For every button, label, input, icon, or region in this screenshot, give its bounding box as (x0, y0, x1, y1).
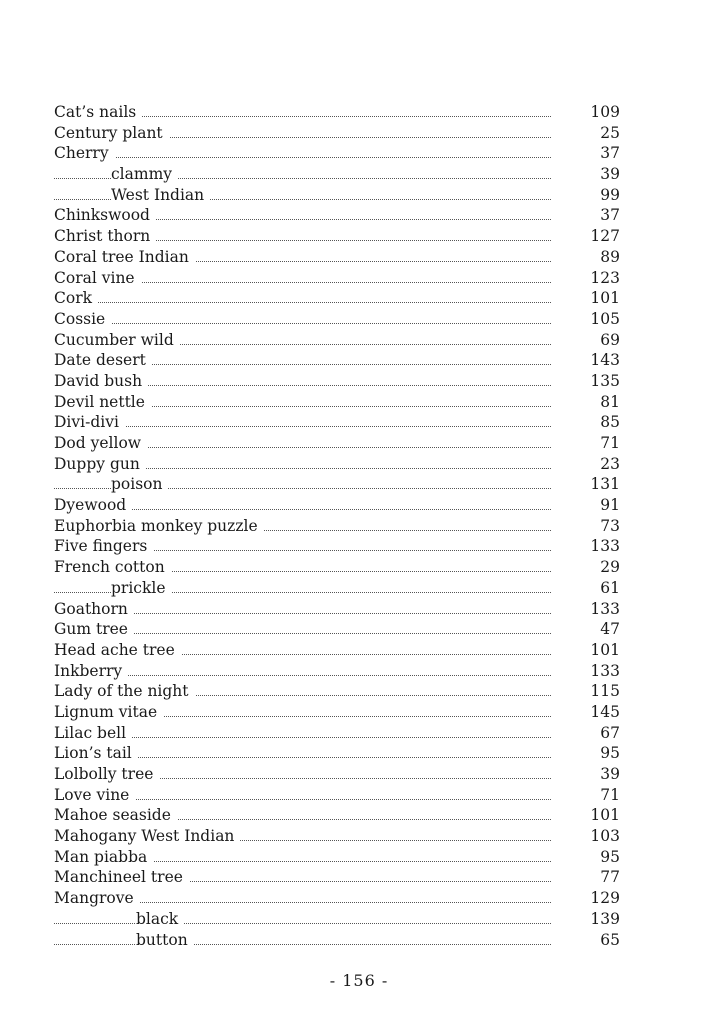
entry-term: Lolbolly tree (54, 764, 159, 785)
entry-page-number: 143 (590, 351, 620, 370)
entry-term: Cherry (54, 143, 115, 164)
entry-page-number: 65 (600, 930, 620, 949)
entry-page-number: 109 (590, 103, 620, 121)
entry-term: Mahogany West Indian (54, 826, 240, 847)
entry-term: Man piabba (54, 847, 153, 868)
entry-page-number: 101 (590, 289, 620, 308)
entry-page-number: 71 (600, 434, 620, 452)
index-entry (54, 392, 620, 413)
index-entry (54, 102, 620, 123)
entry-page-number: 91 (600, 496, 620, 515)
entry-page-number: 103 (590, 827, 620, 846)
index-entry (54, 619, 620, 640)
entry-page-number: 139 (590, 909, 620, 928)
index-entry (54, 495, 620, 516)
entry-page-number: 71 (600, 785, 620, 804)
entry-page-number: 127 (590, 227, 620, 246)
entry-term: Chinkswood (54, 205, 156, 226)
entry-page-number: 85 (600, 413, 620, 432)
entry-page-number: 23 (600, 454, 620, 473)
index-entry (54, 867, 620, 888)
index-entry (54, 536, 620, 557)
entry-term: Cossie (54, 309, 111, 330)
entry-page-number: 95 (600, 744, 620, 763)
entry-term: Christ thorn (54, 226, 156, 247)
entry-page-number: 145 (590, 702, 620, 721)
dot-leader (54, 923, 551, 924)
entry-page-number: 47 (600, 620, 620, 639)
entry-term: Century plant (54, 123, 169, 144)
index-entry (54, 557, 620, 578)
entry-page-number: 73 (600, 516, 620, 535)
entry-term: Lady of the night (54, 681, 195, 702)
dot-leader (54, 157, 551, 158)
entry-page-number: 123 (590, 268, 620, 287)
dot-leader (54, 944, 551, 945)
entry-term: Euphorbia monkey puzzle (54, 516, 264, 537)
entry-term: clammy (111, 164, 178, 185)
entry-term: Duppy gun (54, 454, 146, 475)
index-entry (54, 640, 620, 661)
index-entry (54, 268, 620, 289)
entry-term: West Indian (111, 185, 210, 206)
index-entry (54, 371, 620, 392)
entry-page-number: 37 (600, 144, 620, 163)
entry-page-number: 129 (590, 889, 620, 908)
entry-term: Dyewood (54, 495, 132, 516)
dot-leader (54, 675, 551, 676)
entry-term: Coral tree Indian (54, 247, 195, 268)
entry-term: Five fingers (54, 536, 153, 557)
entry-page-number: 95 (600, 847, 620, 866)
entry-page-number: 77 (600, 868, 620, 887)
entry-term: Lignum vitae (54, 702, 163, 723)
dot-leader (54, 426, 551, 427)
entry-term: Head ache tree (54, 640, 181, 661)
entry-term: Mahoe seaside (54, 805, 177, 826)
entry-term: poison (111, 474, 168, 495)
index-entry (54, 433, 620, 454)
index-entry (54, 681, 620, 702)
entry-term: Mangrove (54, 888, 140, 909)
entry-page-number: 133 (590, 599, 620, 618)
entry-page-number: 37 (600, 206, 620, 225)
entry-term: Dod yellow (54, 433, 147, 454)
entry-term: Date desert (54, 350, 152, 371)
entry-term: Lion’s tail (54, 743, 138, 764)
entry-page-number: 89 (600, 247, 620, 266)
index-entry (54, 847, 620, 868)
entry-page-number: 101 (590, 640, 620, 659)
index-entry (54, 123, 620, 144)
index-entry (54, 743, 620, 764)
index-entry (54, 723, 620, 744)
entry-page-number: 25 (600, 123, 620, 142)
index-entry (54, 226, 620, 247)
entry-page-number: 29 (600, 558, 620, 577)
index-entry (54, 661, 620, 682)
index-entry (54, 516, 620, 537)
index-entry (54, 909, 620, 930)
page-number: - 156 - (329, 971, 389, 990)
entry-page-number: 61 (600, 578, 620, 597)
entry-term: prickle (111, 578, 172, 599)
index-entry (54, 764, 620, 785)
index-entry (54, 247, 620, 268)
index-entry (54, 702, 620, 723)
index-entry (54, 805, 620, 826)
entry-term: Manchineel tree (54, 867, 189, 888)
entry-page-number: 135 (590, 371, 620, 390)
entry-term: button (136, 930, 194, 951)
entry-term: Cork (54, 288, 98, 309)
entry-term: David bush (54, 371, 148, 392)
index-entry (54, 826, 620, 847)
dot-leader (54, 302, 551, 303)
entry-page-number: 133 (590, 537, 620, 556)
entry-page-number: 101 (590, 806, 620, 825)
entry-term: Devil nettle (54, 392, 151, 413)
index-entry (54, 143, 620, 164)
index-entry (54, 185, 620, 206)
entry-page-number: 133 (590, 661, 620, 680)
entry-term: Lilac bell (54, 723, 132, 744)
dot-leader (54, 323, 551, 324)
index-entry (54, 454, 620, 475)
index-entry (54, 888, 620, 909)
index-entry (54, 474, 620, 495)
entry-page-number: 39 (600, 765, 620, 783)
entry-page-number: 67 (600, 723, 620, 742)
index-entry (54, 288, 620, 309)
entry-term: Goathorn (54, 599, 134, 620)
entry-term: Cucumber wild (54, 330, 180, 351)
entry-term: Inkberry (54, 661, 128, 682)
entry-page-number: 115 (590, 682, 620, 701)
entry-term: Love vine (54, 785, 135, 806)
index-entry (54, 785, 620, 806)
entry-page-number: 39 (600, 165, 620, 184)
entry-term: Divi-divi (54, 412, 125, 433)
entry-term: black (136, 909, 184, 930)
entry-page-number: 99 (600, 185, 620, 204)
entry-page-number: 81 (600, 392, 620, 411)
entry-page-number: 69 (600, 330, 620, 349)
index-entry (54, 309, 620, 330)
index-entry (54, 164, 620, 185)
entry-term: Cat’s nails (54, 102, 142, 123)
entry-term: Coral vine (54, 268, 141, 289)
index-entry (54, 205, 620, 226)
index-entry (54, 350, 620, 371)
index-entry (54, 599, 620, 620)
index-entry (54, 578, 620, 599)
entry-term: Gum tree (54, 619, 134, 640)
index-entry (54, 330, 620, 351)
index-list (54, 102, 620, 950)
entry-term: French cotton (54, 557, 171, 578)
entry-page-number: 131 (590, 475, 620, 494)
index-entry (54, 412, 620, 433)
entry-page-number: 105 (590, 309, 620, 328)
index-entry (54, 930, 620, 951)
